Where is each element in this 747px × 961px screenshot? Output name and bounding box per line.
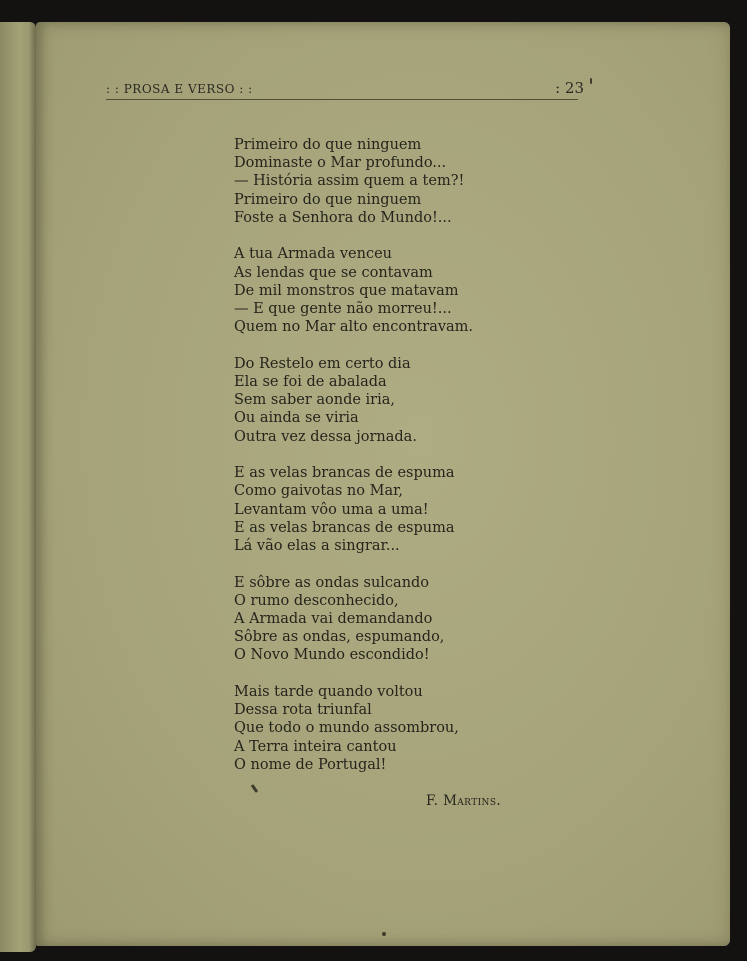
previous-page-edge <box>0 22 36 952</box>
poem-line: Lá vão elas a singrar... <box>234 538 400 555</box>
poem-line: Ela se foi de abalada <box>234 374 387 391</box>
paper-speck <box>590 78 592 84</box>
poem-line: E as velas brancas de espuma <box>234 519 455 536</box>
poem-line: Dominaste o Mar profundo... <box>234 155 447 172</box>
author-surname: Martins. <box>443 793 502 809</box>
poem-line: Levantam vôo uma a uma! <box>234 501 429 518</box>
stanza <box>234 245 524 336</box>
stanza <box>234 464 524 555</box>
poem-line: Outra vez dessa jornada. <box>234 428 417 445</box>
poem-line: O nome de Portugal! <box>234 756 387 773</box>
poem-line: E sôbre as ondas sulcando <box>234 574 430 591</box>
stanza <box>234 136 524 227</box>
poem-line: Como gaivotas no Mar, <box>234 483 404 500</box>
poem-line: A Armada vai demandando <box>234 611 433 628</box>
running-title: : : PROSA E VERSO : : <box>106 82 253 96</box>
poem-line: E as velas brancas de espuma <box>234 465 455 482</box>
poem-line: Que todo o mundo assombrou, <box>234 720 459 737</box>
page-number: : 23 <box>555 79 584 97</box>
poem-line: Dessa rota triunfal <box>234 702 372 719</box>
poem-line: Foste a Senhora do Mundo!... <box>234 209 452 226</box>
header-rule <box>106 99 578 100</box>
poem-line: — E que gente não morreu!... <box>234 301 452 318</box>
poem-line: Sem saber aonde iria, <box>234 392 396 409</box>
poem-line: As lendas que se contavam <box>234 264 433 281</box>
poem-line: De mil monstros que matavam <box>234 282 459 299</box>
poem-line: Sôbre as ondas, espumando, <box>234 629 445 646</box>
poem-line: — História assim quem a tem?! <box>234 173 465 190</box>
poem-line: A tua Armada venceu <box>234 246 392 263</box>
author-initial: F. <box>426 793 439 809</box>
poem-line: O Novo Mundo escondido! <box>234 647 430 664</box>
author-signature <box>426 793 501 809</box>
poem-line: O rumo desconhecido, <box>234 592 399 609</box>
poem-line: Ou ainda se viria <box>234 410 359 427</box>
poem <box>234 136 524 792</box>
poem-line: Do Restelo em certo dia <box>234 355 411 372</box>
poem-line: Quem no Mar alto encontravam. <box>234 319 474 336</box>
poem-line: Mais tarde quando voltou <box>234 684 423 701</box>
poem-line: Primeiro do que ninguem <box>234 137 422 153</box>
poem-line: A Terra inteira cantou <box>234 738 397 755</box>
paper-speck <box>382 932 386 936</box>
stanza <box>234 683 524 774</box>
stanza <box>234 355 524 446</box>
stanza <box>234 574 524 665</box>
poem-line: Primeiro do que ninguem <box>234 191 422 208</box>
